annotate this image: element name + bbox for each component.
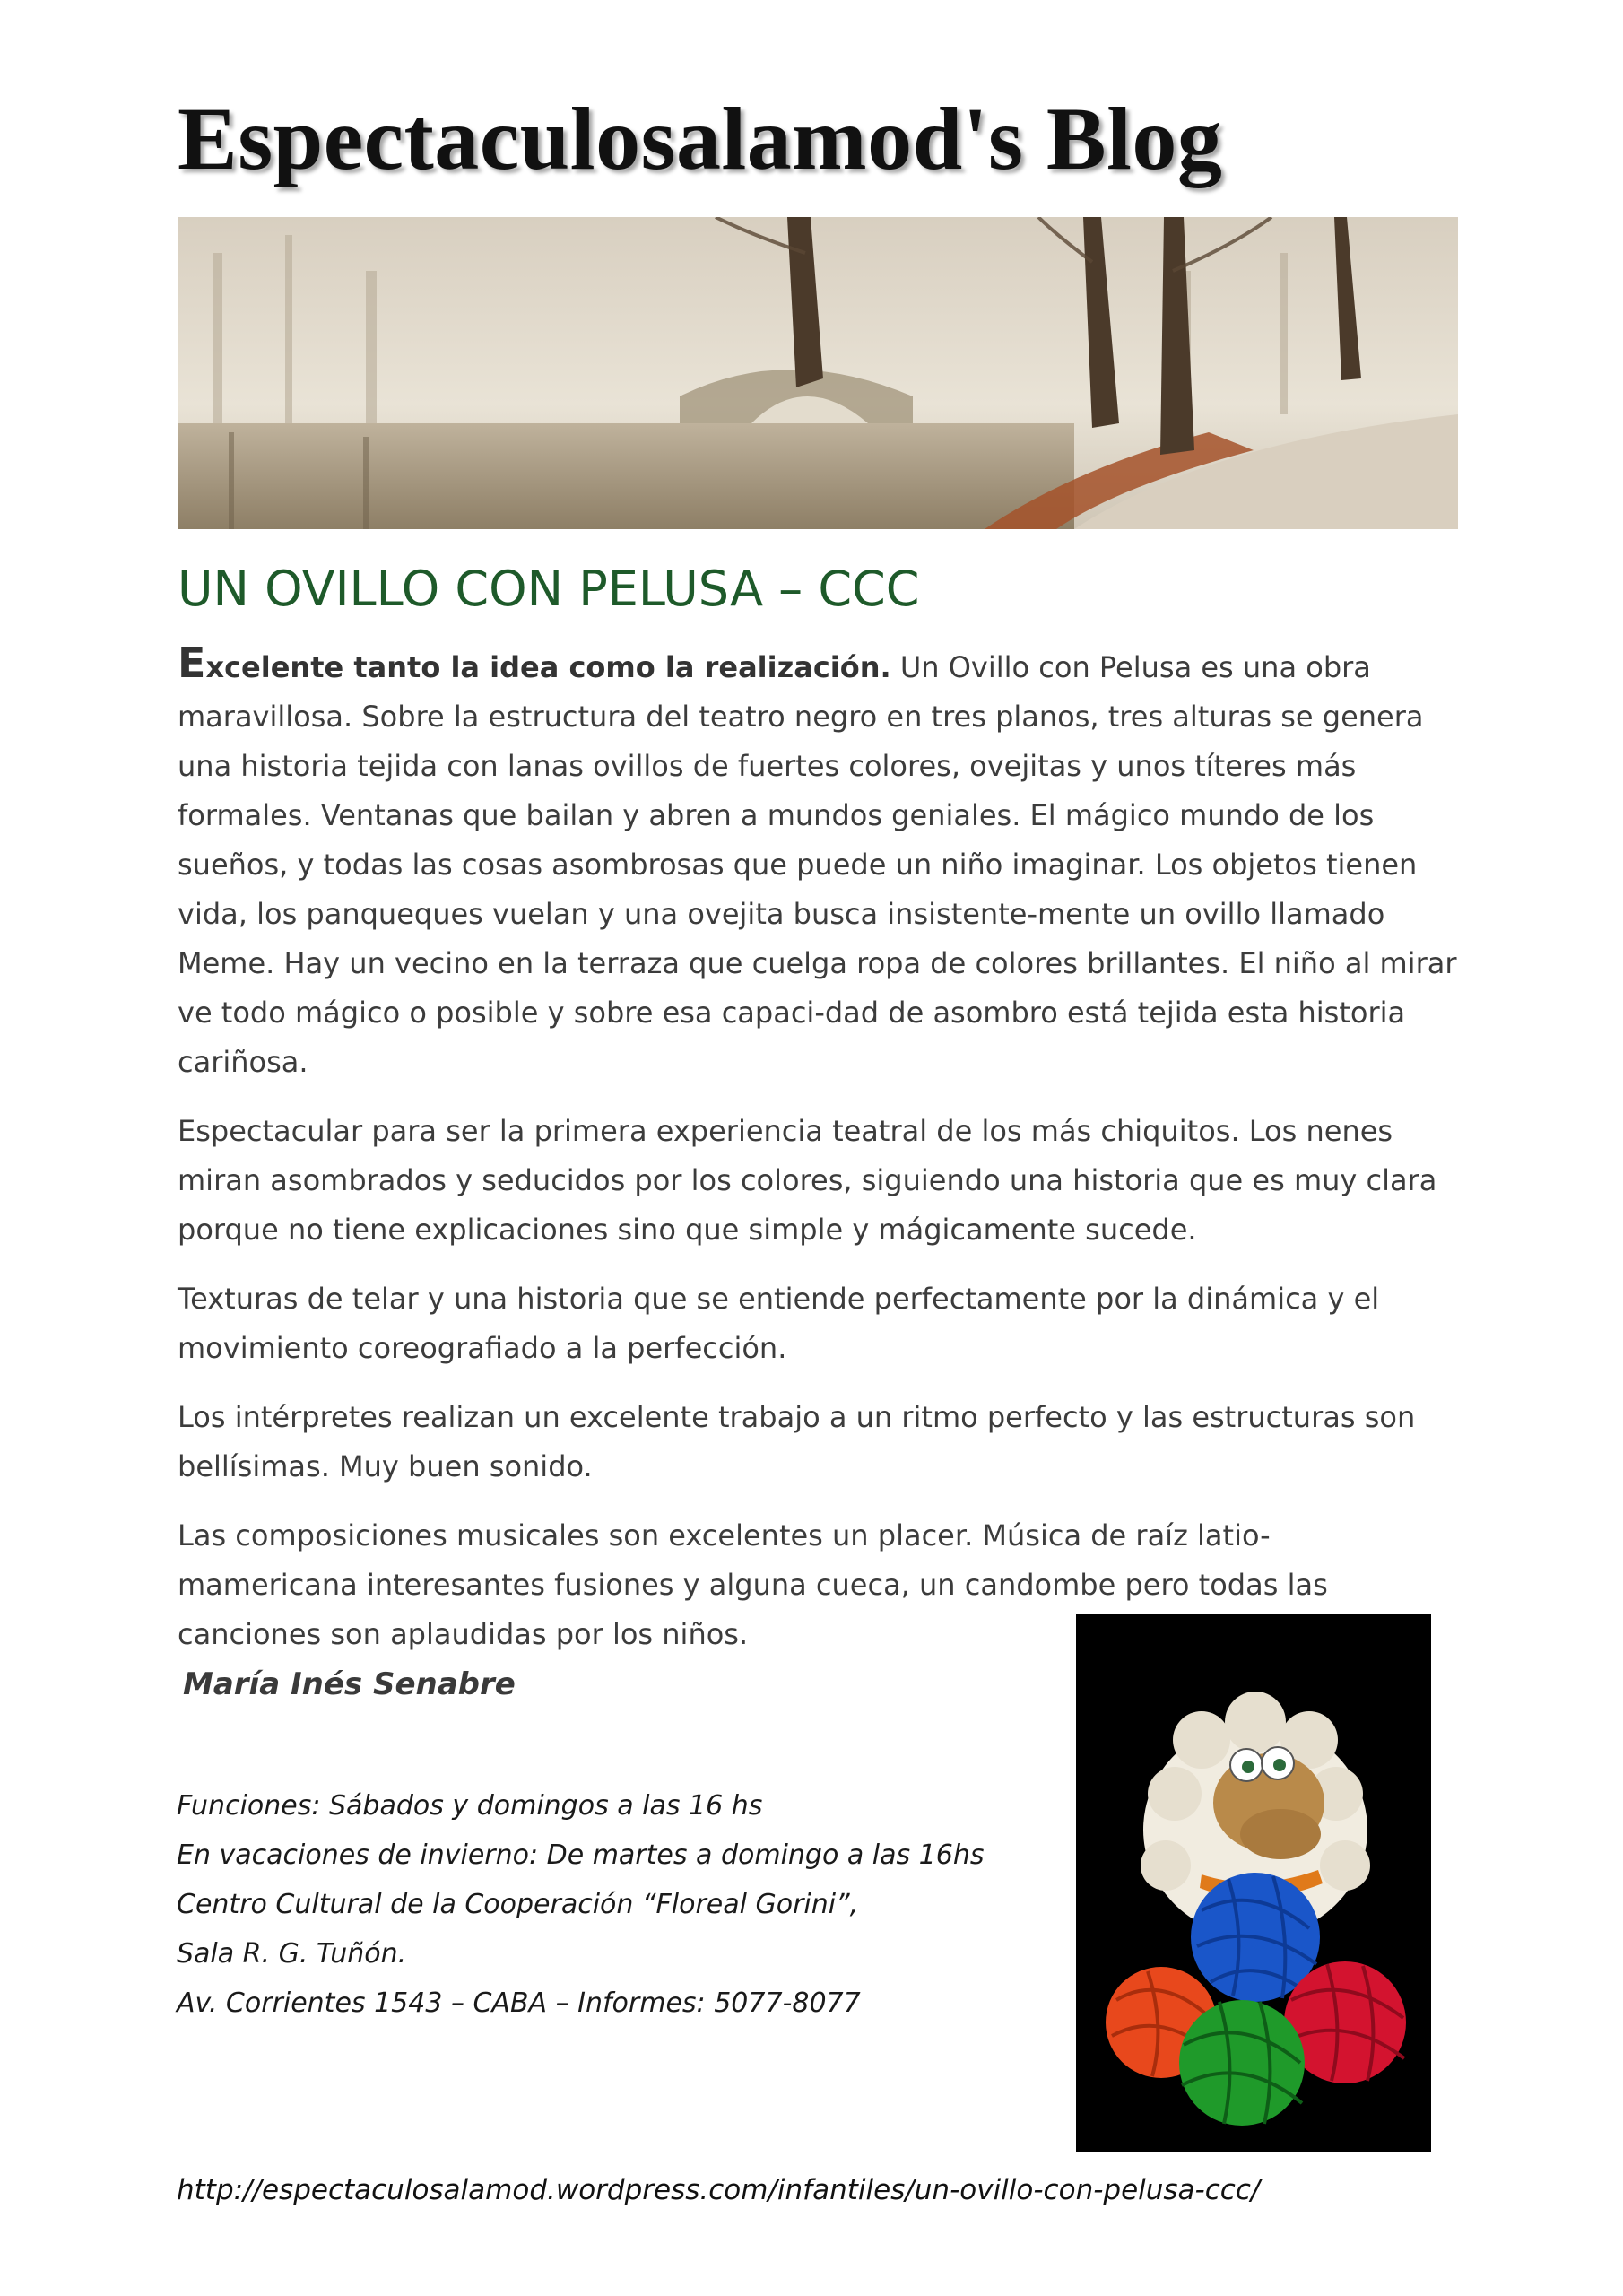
author-name: María Inés Senabre [183, 1666, 516, 1702]
post-title: UN OVILLO CON PELUSA – CCC [178, 561, 920, 617]
show-info [177, 1781, 1055, 2028]
paragraph-3: Texturas de telar y una historia que se entiende perfectamente por la dinámica y el movimiento coreografiado a la perfección. [178, 1282, 1380, 1365]
drop-initial: E [178, 639, 206, 687]
paragraph-1 [178, 639, 1462, 1087]
header-banner-image [178, 217, 1458, 529]
lead-text: xcelente tanto la idea como la realización. [205, 650, 891, 684]
info-schedule: Funciones: Sábados y domingos a las 16 hs [177, 1790, 763, 1822]
paragraph-5: Las composiciones musicales son excelentes un placer. Música de raíz latio-mamericana interesantes fusiones y alguna cueca, un candombe pero todas las canciones son aplaudidas por los niños. [178, 1518, 1328, 1651]
paragraph-1-text: Un Ovillo con Pelusa es una obra maravillosa. Sobre la estructura del teatro negro en tres planos, tres alturas se genera una historia tejida con lanas ovillos de fuertes colores, ovejitas y unos títeres más formales. Ventanas que bailan y abren a mundos geniales. El mágico mundo de los sueños, y todas las cosas asombrosas que puede un niño imaginar. Los objetos tienen vida, los panqueques vuelan y una ovejita busca insistente-mente un ovillo llamado Meme. Hay un vecino en la terraza que cuelga ropa de colores brillantes. El niño al mirar ve todo mágico o posible y sobre esa capaci-dad de asombro está tejida esta historia cariñosa. [178, 650, 1457, 1079]
info-room: Sala R. G. Tuñón. [177, 1938, 407, 1970]
info-address: Av. Corrientes 1543 – CABA – Informes: 5077-8077 [177, 1987, 861, 2019]
info-venue: Centro Cultural de la Cooperación “Floreal Gorini”, [177, 1889, 859, 1920]
info-winter-schedule: En vacaciones de invierno: De martes a domingo a las 16hs [177, 1839, 985, 1871]
sheep-yarn-photo [1076, 1614, 1431, 2152]
blog-title: Espectaculosalamod's Blog [178, 89, 1223, 188]
paragraph-2: Espectacular para ser la primera experiencia teatral de los más chiquitos. Los nenes miran asombrados y seducidos por los colores, siguiendo una historia que es muy clara porque no tiene explicaciones sino que simple y mágicamente sucede. [178, 1114, 1437, 1247]
post-body [178, 639, 1462, 1679]
paragraph-4: Los intérpretes realizan un excelente trabajo a un ritmo perfecto y las estructuras son bellísimas. Muy buen sonido. [178, 1400, 1416, 1483]
source-url-link[interactable]: http://espectaculosalamod.wordpress.com/infantiles/un-ovillo-con-pelusa-ccc/ [177, 2174, 1261, 2206]
lead-sentence [178, 639, 891, 687]
